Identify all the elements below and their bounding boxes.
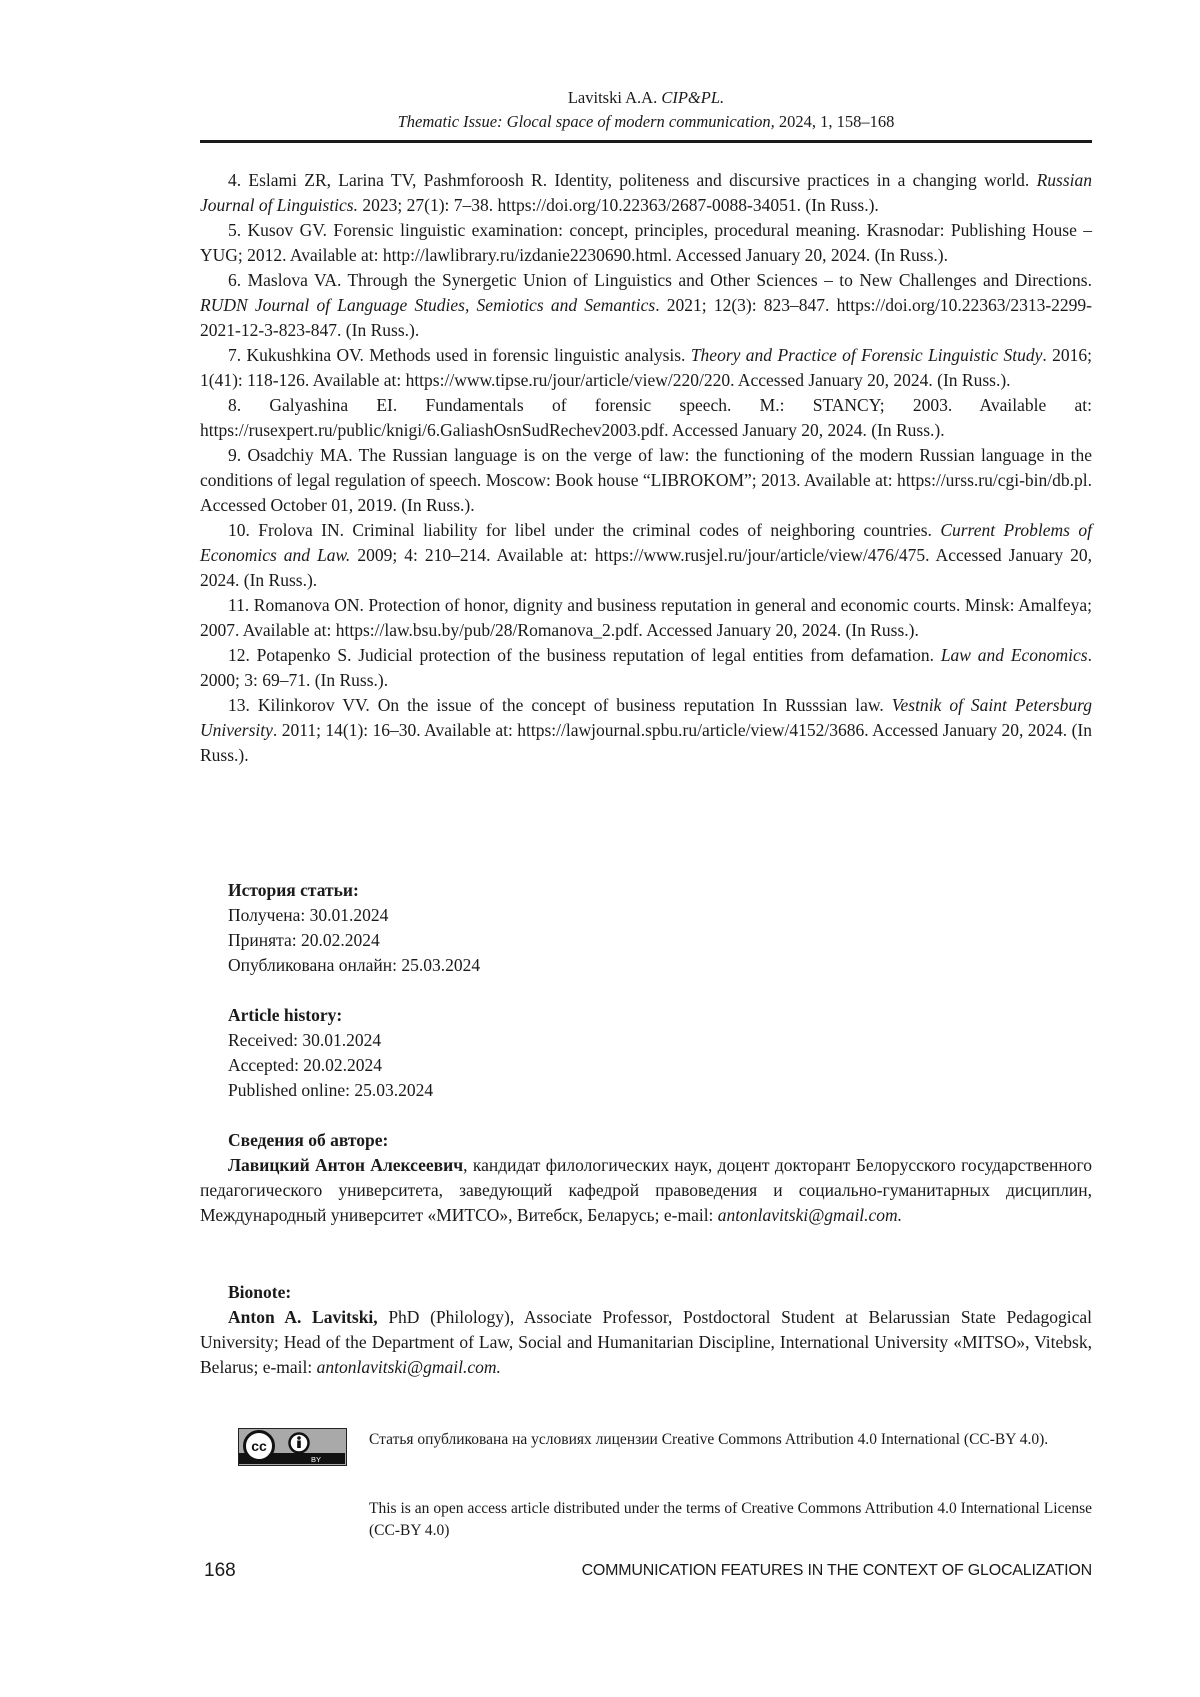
history-ru-received: Получена: 30.01.2024 xyxy=(228,905,389,925)
reference-item: 11. Romanova ON. Protection of honor, dignity and business reputation in general and economic courts. Minsk: Amalfeya; 2007. Available at: https://law.bsu.by/pub/28/Romanova_2.pdf. Accessed January 20, 2024. (In Russ.). xyxy=(200,595,1092,640)
bionote-text: Anton A. Lavitski, PhD (Philology), Associate Professor, Postdoctoral Student at Belarussian State Pedagogical University; Head of the Department of Law, Social and Humanitarian Discipline, International University «MITSO», Vitebsk, Belarus; e-mail: antonlavitski@gmail.com. xyxy=(200,1307,1092,1377)
reference-item: 4. Eslami ZR, Larina TV, Pashmforoosh R. Identity, politeness and discursive practices in a changing world. Russian Journal of Linguistics. 2023; 27(1): 7–38. https://doi.org/10.22363/2687-0088-34051. (In Russ.). xyxy=(200,170,1092,215)
article-history-ru xyxy=(200,878,1092,978)
history-ru-title: История статьи: xyxy=(228,880,359,900)
author-ru-email[interactable]: antonlavitski@gmail.com. xyxy=(717,1205,903,1225)
header-rule xyxy=(200,140,1092,143)
license-text-en: This is an open access article distributed under the terms of Creative Commons Attribution 4.0 International License (CC-BY 4.0) xyxy=(369,1500,1092,1539)
header-issue-details: 2024, 1, 158–168 xyxy=(778,112,895,131)
cc-by-badge-graphic xyxy=(239,1429,345,1464)
license-text-ru: Статья опубликована на условиях лицензии Creative Commons Attribution 4.0 International (CC-BY 4.0). xyxy=(369,1431,1049,1448)
header-issue: Thematic Issue: Glocal space of modern communication, xyxy=(397,112,775,131)
reference-item: 7. Kukushkina OV. Methods used in forensic linguistic analysis. Theory and Practice of Forensic Linguistic Study. 2016; 1(41): 118-126. Available at: https://www.tipse.ru/jour/article/view/220/220. Accessed January 20, 2024. (In Russ.). xyxy=(200,345,1092,390)
history-en-title: Article history: xyxy=(228,1005,343,1025)
history-en-accepted: Accepted: 20.02.2024 xyxy=(228,1055,383,1075)
reference-item: 12. Potapenko S. Judicial protection of the business reputation of legal entities from defamation. Law and Economics. 2000; 3: 69–71. (In Russ.). xyxy=(200,645,1092,690)
reference-item: 8. Galyashina EI. Fundamentals of forensic speech. M.: STANCY; 2003. Available at: https://rusexpert.ru/public/knigi/6.GaliashOsnSudRechev2003.pdf. Accessed January 20, 2024. (In Russ.). xyxy=(200,395,1092,440)
author-info-ru xyxy=(200,1128,1092,1228)
bionote-email[interactable]: antonlavitski@gmail.com. xyxy=(316,1357,501,1377)
running-header xyxy=(200,86,1092,134)
reference-item: 13. Kilinkorov VV. On the issue of the concept of business reputation In Russsian law. Vestnik of Saint Petersburg University. 2011; 14(1): 16–30. Available at: https://lawjournal.spbu.ru/article/view/4152/3686. Accessed January 20, 2024. (In Russ.). xyxy=(200,695,1092,765)
history-en-published: Published online: 25.03.2024 xyxy=(228,1080,434,1100)
author-ru-text: Лавицкий Антон Алексеевич, кандидат филологических наук, доцент докторант Белорусского государственного педагогического университета, заведующий кафедрой правоведения и социально-гуманитарных дисциплин, Международный университет «МИТСО», Витебск, Беларусь; e-mail: antonlavitski@gmail.com. xyxy=(200,1155,1092,1225)
bionote-title: Bionote: xyxy=(228,1282,292,1302)
cc-icon: cc xyxy=(251,1438,267,1454)
article-history-en xyxy=(200,1003,1092,1103)
by-label: BY xyxy=(311,1455,322,1464)
history-en-received: Received: 30.01.2024 xyxy=(228,1030,382,1050)
author-ru-name: Лавицкий Антон Алексеевич xyxy=(228,1155,464,1175)
header-author: Lavitski A.A. xyxy=(567,88,658,107)
header-line-2 xyxy=(200,110,1092,134)
header-line-1 xyxy=(200,86,1092,110)
reference-item: 9. Osadchiy MA. The Russian language is on the verge of law: the functioning of the modern Russian language in the conditions of legal regulation of speech. Moscow: Book house “LIBROKOM”; 2013. Available at: https://urss.ru/cgi-bin/db.pl. Accessed October 01, 2019. (In Russ.). xyxy=(200,445,1092,515)
page-number: 168 xyxy=(204,1560,236,1581)
author-ru-title: Сведения об авторе: xyxy=(228,1130,389,1150)
reference-list xyxy=(200,168,1092,768)
reference-item: 10. Frolova IN. Criminal liability for libel under the criminal codes of neighboring countries. Current Problems of Economics and Law. 2009; 4: 210–214. Available at: https://www.rusjel.ru/jour/article/view/476/475. Accessed January 20, 2024. (In Russ.). xyxy=(200,520,1092,590)
reference-item: 6. Maslova VA. Through the Synergetic Union of Linguistics and Other Sciences – to New Challenges and Directions. RUDN Journal of Language Studies, Semiotics and Semantics. 2021; 12(3): 823–847. https://doi.org/10.22363/2313-2299-2021-12-3-823-847. (In Russ.). xyxy=(200,270,1092,340)
cc-by-license-badge[interactable] xyxy=(238,1428,347,1466)
reference-item: 5. Kusov GV. Forensic linguistic examination: concept, principles, procedural meaning. Krasnodar: Publishing House – YUG; 2012. Available at: http://lawlibrary.ru/izdanie2230690.html. Accessed January 20, 2024. (In Russ.). xyxy=(200,220,1092,265)
history-ru-published: Опубликована онлайн: 25.03.2024 xyxy=(228,955,481,975)
history-ru-accepted: Принята: 20.02.2024 xyxy=(228,930,380,950)
running-footer-title: COMMUNICATION FEATURES IN THE CONTEXT OF GLOCALIZATION xyxy=(581,1562,1092,1579)
bionote xyxy=(200,1280,1092,1380)
header-journal: CIP&PL. xyxy=(661,88,725,107)
bionote-name: Anton A. Lavitski, xyxy=(228,1307,378,1327)
person-icon xyxy=(297,1436,301,1440)
